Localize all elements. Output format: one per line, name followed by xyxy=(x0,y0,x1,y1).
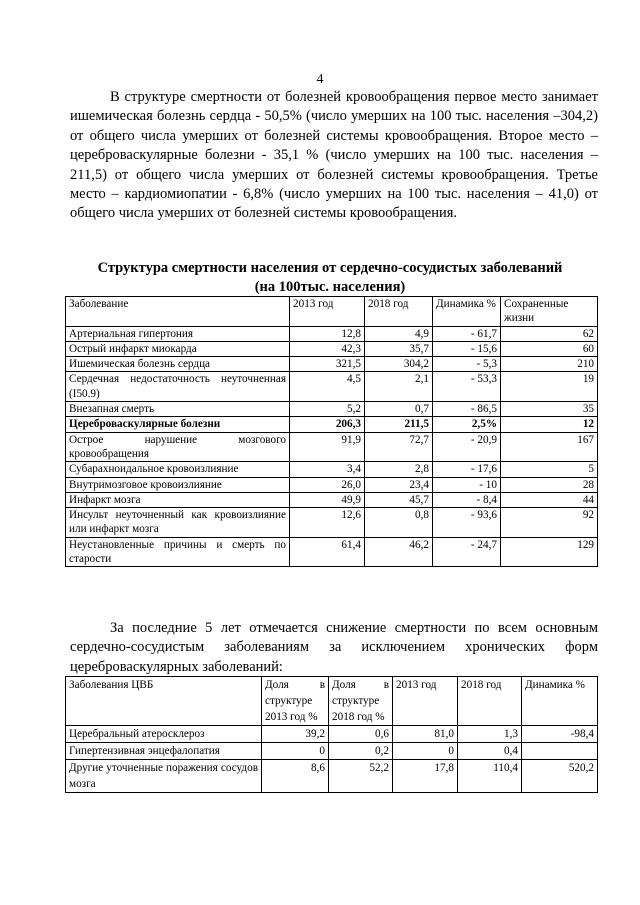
table1-header-cell: Сохраненные жизни xyxy=(501,297,598,327)
table1-title-line2: (на 100тыс. населения) xyxy=(254,279,406,295)
table-row xyxy=(66,537,598,567)
table-cell: 26,0 xyxy=(290,477,365,492)
table-cell: 28 xyxy=(501,477,598,492)
table-cell: 2,1 xyxy=(365,372,433,402)
table-cell: 12 xyxy=(501,417,598,432)
table-cell: Инфаркт мозга xyxy=(66,492,290,507)
table-cell: 1,3 xyxy=(458,726,522,743)
table-row xyxy=(66,462,598,477)
table-cell: 5,2 xyxy=(290,402,365,417)
mortality-structure-table xyxy=(65,296,598,567)
table1-header-cell: Заболевание xyxy=(66,297,290,327)
table-cell: 0 xyxy=(262,743,329,760)
table-cell: 91,9 xyxy=(290,432,365,462)
table-cell: 4,5 xyxy=(290,372,365,402)
table-cell: 35,7 xyxy=(365,341,433,356)
table-cell: 2,8 xyxy=(365,462,433,477)
table-cell: 0,6 xyxy=(329,726,393,743)
summary-paragraph: За последние 5 лет отмечается снижение смертности по всем основным сердечно-сосудистым заболеваниям за исключением хронических форм цереброваскулярных заболеваний: xyxy=(70,620,598,675)
table-cell: 39,2 xyxy=(262,726,329,743)
table-cell: - 17,6 xyxy=(433,462,501,477)
table-row xyxy=(66,417,598,432)
table1-title-line1: Структура смертности населения от сердечно-сосудистых заболеваний xyxy=(97,260,563,276)
table-cell: 3,4 xyxy=(290,462,365,477)
table-cell: 61,4 xyxy=(290,537,365,567)
table-cell: - 20,9 xyxy=(433,432,501,462)
table-cell: 4,9 xyxy=(365,326,433,341)
table-cell: 0,7 xyxy=(365,402,433,417)
table-cell xyxy=(522,743,598,760)
table2-header-cell: Заболевания ЦВБ xyxy=(66,677,262,726)
table-cell: 19 xyxy=(501,372,598,402)
table-cell: - 10 xyxy=(433,477,501,492)
table2-header-cell: Доля в структуре 2013 год % xyxy=(262,677,329,726)
table-row xyxy=(66,432,598,462)
table-row xyxy=(66,402,598,417)
table-cell: 92 xyxy=(501,508,598,538)
table1-header-row xyxy=(66,297,598,327)
table-cell: 35 xyxy=(501,402,598,417)
table-cell: 46,2 xyxy=(365,537,433,567)
table-cell: - 86,5 xyxy=(433,402,501,417)
table-row xyxy=(66,477,598,492)
table-cell: 49,9 xyxy=(290,492,365,507)
table-cell: 45,7 xyxy=(365,492,433,507)
table-cell: 321,5 xyxy=(290,357,365,372)
table-cell: 304,2 xyxy=(365,357,433,372)
cvd-forms-table xyxy=(65,676,598,793)
table2-header-cell: 2013 год xyxy=(393,677,458,726)
table-cell: Артериальная гипертония xyxy=(66,326,290,341)
table1-title xyxy=(60,259,600,297)
table-cell: 62 xyxy=(501,326,598,341)
table-cell: 0,4 xyxy=(458,743,522,760)
table-cell: 60 xyxy=(501,341,598,356)
table-cell: 81,0 xyxy=(393,726,458,743)
table-cell: 129 xyxy=(501,537,598,567)
table-row xyxy=(66,357,598,372)
table2-header-cell: Доля в структуре 2018 год % xyxy=(329,677,393,726)
table-row xyxy=(66,726,598,743)
table-cell: Неустановленные причины и смерть по старости xyxy=(66,537,290,567)
table-cell: Острый инфаркт миокарда xyxy=(66,341,290,356)
table-cell: 520,2 xyxy=(522,760,598,793)
page-number: 4 xyxy=(316,72,324,87)
table-cell: 17,8 xyxy=(393,760,458,793)
table-cell: Субарахноидальное кровоизлияние xyxy=(66,462,290,477)
table-cell: Церебральный атеросклероз xyxy=(66,726,262,743)
table-cell: 44 xyxy=(501,492,598,507)
table-cell: 12,6 xyxy=(290,508,365,538)
table-cell: 8,6 xyxy=(262,760,329,793)
table-cell: - 61,7 xyxy=(433,326,501,341)
table2-header-row xyxy=(66,677,598,726)
table-cell: - 53,3 xyxy=(433,372,501,402)
table-row xyxy=(66,372,598,402)
table-cell: 5 xyxy=(501,462,598,477)
table1-header-cell: 2018 год xyxy=(365,297,433,327)
table-cell: 0 xyxy=(393,743,458,760)
table-cell: - 5,3 xyxy=(433,357,501,372)
table-cell: Сердечная недостаточность неуточненная (I50.9) xyxy=(66,372,290,402)
table-cell: - 15,6 xyxy=(433,341,501,356)
table-cell: 2,5% xyxy=(433,417,501,432)
table-cell: 23,4 xyxy=(365,477,433,492)
table-cell: 72,7 xyxy=(365,432,433,462)
table-cell: 210 xyxy=(501,357,598,372)
table2-header-cell: 2018 год xyxy=(458,677,522,726)
table1-header-cell: 2013 год xyxy=(290,297,365,327)
table-row xyxy=(66,760,598,793)
table-cell: Внезапная смерть xyxy=(66,402,290,417)
table-cell: 52,2 xyxy=(329,760,393,793)
table-cell: -98,4 xyxy=(522,726,598,743)
table2-header-cell: Динамика % xyxy=(522,677,598,726)
table-cell: 206,3 xyxy=(290,417,365,432)
table-cell: Цереброваскулярные болезни xyxy=(66,417,290,432)
table-row xyxy=(66,743,598,760)
table-cell: 42,3 xyxy=(290,341,365,356)
table-cell: - 8,4 xyxy=(433,492,501,507)
table-cell: 211,5 xyxy=(365,417,433,432)
table-cell: 0,8 xyxy=(365,508,433,538)
table-cell: Ишемическая болезнь сердца xyxy=(66,357,290,372)
intro-paragraph: В структуре смертности от болезней кровообращения первое место занимает ишемическая болезнь сердца - 50,5% (число умерших на 100 тыс. населения –304,2) от общего числа умерших от болезней системы кровообращения. Второе место – цереброваскулярные болезни - 35,1 % (число умерших на 100 тыс. населения – 211,5) от общего числа умерших от болезней системы кровообращения. Третье место – кардиомиопатии - 6,8% (число умерших на 100 тыс. населения – 41,0) от общего числа умерших от болезней системы кровообращения. xyxy=(70,89,598,222)
table-cell: Острое нарушение мозгового кровообращения xyxy=(66,432,290,462)
table-cell: - 24,7 xyxy=(433,537,501,567)
table-cell: 12,8 xyxy=(290,326,365,341)
table-cell: Внутримозговое кровоизлияние xyxy=(66,477,290,492)
table-row xyxy=(66,492,598,507)
table1-header-cell: Динамика % xyxy=(433,297,501,327)
table-cell: - 93,6 xyxy=(433,508,501,538)
table-row xyxy=(66,326,598,341)
table-cell: Гипертензивная энцефалопатия xyxy=(66,743,262,760)
table-row xyxy=(66,508,598,538)
table-row xyxy=(66,341,598,356)
table-cell: Инсульт неуточненный как кровоизлияние или инфаркт мозга xyxy=(66,508,290,538)
table-cell: 167 xyxy=(501,432,598,462)
table-cell: Другие уточненные поражения сосудов мозга xyxy=(66,760,262,793)
table-cell: 110,4 xyxy=(458,760,522,793)
table-cell: 0,2 xyxy=(329,743,393,760)
